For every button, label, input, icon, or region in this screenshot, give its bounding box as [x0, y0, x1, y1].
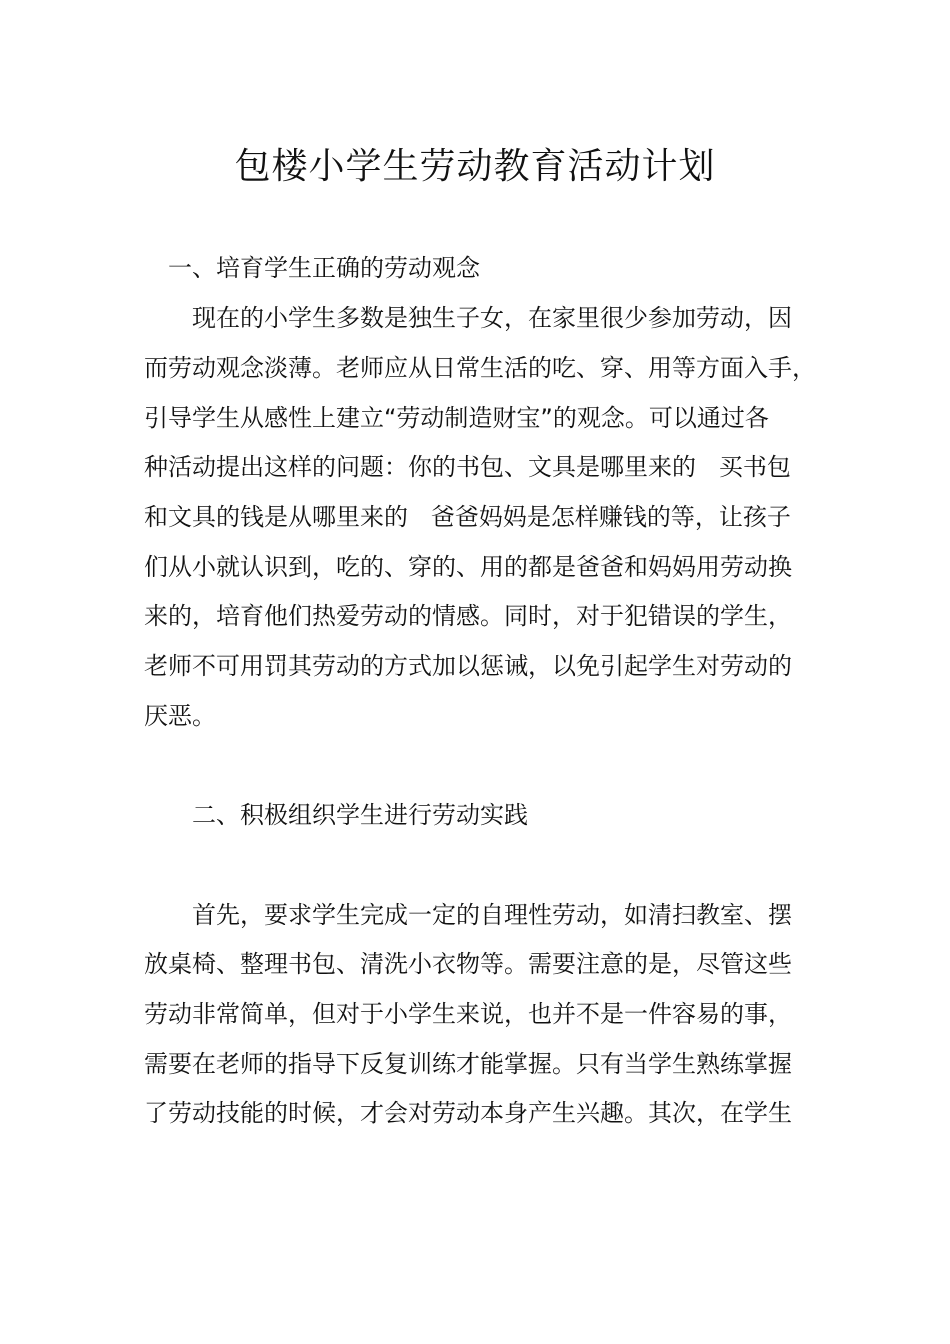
- paragraph-line: 引导学生从感性上建立“劳动制造财宝”的观念。可以通过各: [144, 404, 769, 432]
- paragraph-line: 们从小就认识到，吃的、穿的、用的都是爸爸和妈妈用劳动换: [144, 553, 792, 581]
- section-1-heading: 一、培育学生正确的劳动观念: [168, 254, 480, 282]
- paragraph-line: 种活动提出这样的问题：你的书包、文具是哪里来的 买书包: [144, 453, 791, 481]
- paragraph-line: 劳动非常简单，但对于小学生来说，也并不是一件容易的事，: [144, 1000, 792, 1028]
- paragraph-line: 厌恶。: [144, 702, 216, 730]
- paragraph-line: 了劳动技能的时候，才会对劳动本身产生兴趣。其次，在学生: [144, 1099, 792, 1127]
- document-title: 包楼小学生劳动教育活动计划: [234, 146, 716, 187]
- paragraph-line: 老师不可用罚其劳动的方式加以惩诫，以免引起学生对劳动的: [144, 652, 792, 680]
- paragraph-line: 首先，要求学生完成一定的自理性劳动，如清扫教室、摆: [192, 901, 792, 929]
- paragraph-line: 来的，培育他们热爱劳动的情感。同时，对于犯错误的学生，: [144, 602, 792, 630]
- paragraph-line: 放桌椅、整理书包、清洗小衣物等。需要注意的是，尽管这些: [144, 950, 792, 978]
- section-2-heading: 二、积极组织学生进行劳动实践: [192, 801, 528, 829]
- paragraph-line: 和文具的钱是从哪里来的 爸爸妈妈是怎样赚钱的等，让孩子: [144, 503, 791, 531]
- paragraph-line: 而劳动观念淡薄。老师应从日常生活的吃、穿、用等方面入手，: [144, 354, 816, 382]
- paragraph-line: 需要在老师的指导下反复训练才能掌握。只有当学生熟练掌握: [144, 1050, 792, 1078]
- paragraph-line: 现在的小学生多数是独生子女，在家里很少参加劳动，因: [192, 304, 792, 332]
